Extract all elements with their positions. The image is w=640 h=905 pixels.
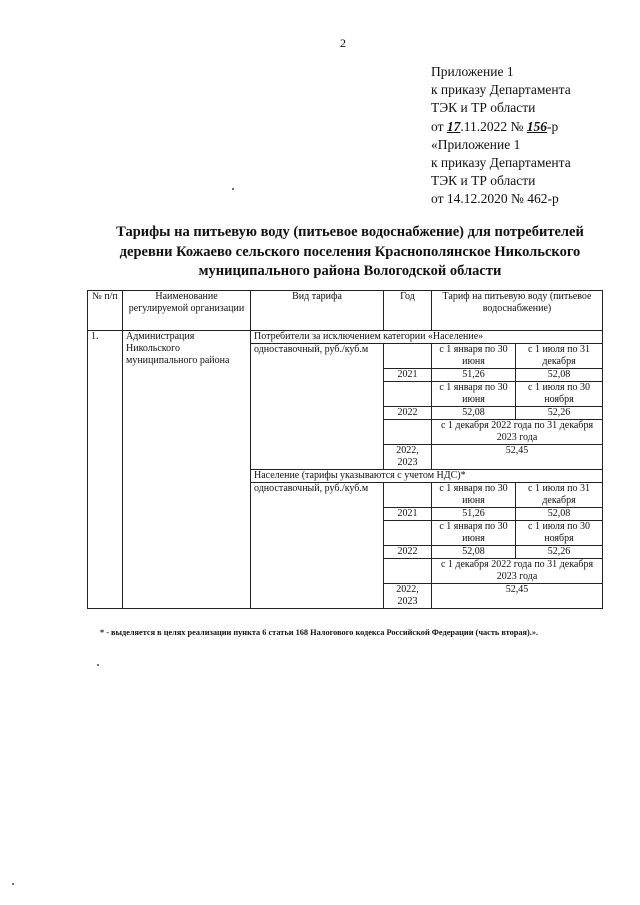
period-cell: с 1 июля по 30 ноября <box>516 382 603 407</box>
appendix-line: к приказу Департамента <box>431 82 571 98</box>
scan-speck <box>12 883 14 885</box>
year-cell: 2022 <box>384 546 432 559</box>
year-cell <box>384 521 432 546</box>
scan-speck <box>232 188 234 190</box>
year-cell <box>384 344 432 369</box>
year-cell <box>384 420 432 445</box>
appendix-line: ТЭК и ТР области <box>431 100 536 116</box>
year-cell: 2021 <box>384 369 432 382</box>
row-number: 1. <box>88 331 123 609</box>
year-cell <box>384 382 432 407</box>
title-line: деревни Кожаево сельского поселения Краснополянское Никольского <box>119 243 581 260</box>
appendix-order-line <box>431 118 571 136</box>
date-rest: .11.2022 № <box>460 118 527 134</box>
value-cell: 52,08 <box>516 369 603 382</box>
period-cell: с 1 декабря 2022 года по 31 декабря 2023 года <box>432 559 603 584</box>
appendix-block <box>431 63 571 209</box>
handwritten-number: 156 <box>526 118 547 134</box>
value-cell: 52,26 <box>516 546 603 559</box>
period-cell: с 1 июля по 30 ноября <box>516 521 603 546</box>
value-cell: 51,26 <box>432 369 516 382</box>
footnote: * - выделяется в целях реализации пункта 6 статьи 168 Налогового кодекса Российской Федерации (часть вторая).». <box>100 628 539 637</box>
period-cell: с 1 декабря 2022 года по 31 декабря 2023 года <box>432 420 603 445</box>
appendix-line: ТЭК и ТР области <box>431 173 536 189</box>
title-line: муниципального района Вологодской области <box>198 263 502 279</box>
year-cell <box>384 559 432 584</box>
period-cell: с 1 июля по 31 декабря <box>516 483 603 508</box>
header-year: Год <box>384 291 432 331</box>
tariff-kind: одноставочный, руб./куб.м <box>251 344 384 470</box>
value-cell: 52,45 <box>432 584 603 609</box>
value-cell: 52,08 <box>432 546 516 559</box>
group-title: Население (тарифы указываются с учетом НДС)* <box>251 470 603 483</box>
header-num: № п/п <box>88 291 123 331</box>
scan-speck <box>97 664 99 666</box>
group-title: Потребители за исключением категории «Население» <box>251 331 603 344</box>
year-cell <box>384 483 432 508</box>
appendix-line: «Приложение 1 <box>431 136 521 152</box>
document-title <box>90 223 610 282</box>
title-line: Тарифы на питьевую воду (питьевое водоснабжение) для потребителей <box>116 224 584 240</box>
year-cell: 2021 <box>384 508 432 521</box>
appendix-line: к приказу Департамента <box>431 155 571 171</box>
number-suffix: -р <box>547 118 559 134</box>
period-cell: с 1 июля по 31 декабря <box>516 344 603 369</box>
tariff-kind: одноставочный, руб./куб.м <box>251 483 384 609</box>
value-cell: 52,45 <box>432 445 603 470</box>
period-cell: с 1 января по 30 июня <box>432 382 516 407</box>
value-cell: 52,08 <box>516 508 603 521</box>
period-cell: с 1 января по 30 июня <box>432 521 516 546</box>
table-header-row <box>88 291 603 331</box>
date-prefix: от <box>431 118 447 134</box>
header-org: Наименование регулируемой организации <box>123 291 251 331</box>
year-cell: 2022, 2023 <box>384 584 432 609</box>
value-cell: 52,08 <box>432 407 516 420</box>
year-cell: 2022 <box>384 407 432 420</box>
page-number: 2 <box>340 36 346 50</box>
period-cell: с 1 января по 30 июня <box>432 483 516 508</box>
appendix-line: Приложение 1 <box>431 64 514 79</box>
header-kind: Вид тарифа <box>251 291 384 331</box>
value-cell: 52,26 <box>516 407 603 420</box>
value-cell: 51,26 <box>432 508 516 521</box>
period-cell: с 1 января по 30 июня <box>432 344 516 369</box>
table-row <box>88 331 603 344</box>
handwritten-day: 17 <box>446 118 461 134</box>
tariff-table <box>87 290 603 609</box>
header-tariff: Тариф на питьевую воду (питьевое водоснабжение) <box>432 291 603 331</box>
year-cell: 2022, 2023 <box>384 445 432 470</box>
organization-name: Администрация Никольского муниципального района <box>123 331 251 609</box>
appendix-line: от 14.12.2020 № 462-р <box>431 191 559 207</box>
